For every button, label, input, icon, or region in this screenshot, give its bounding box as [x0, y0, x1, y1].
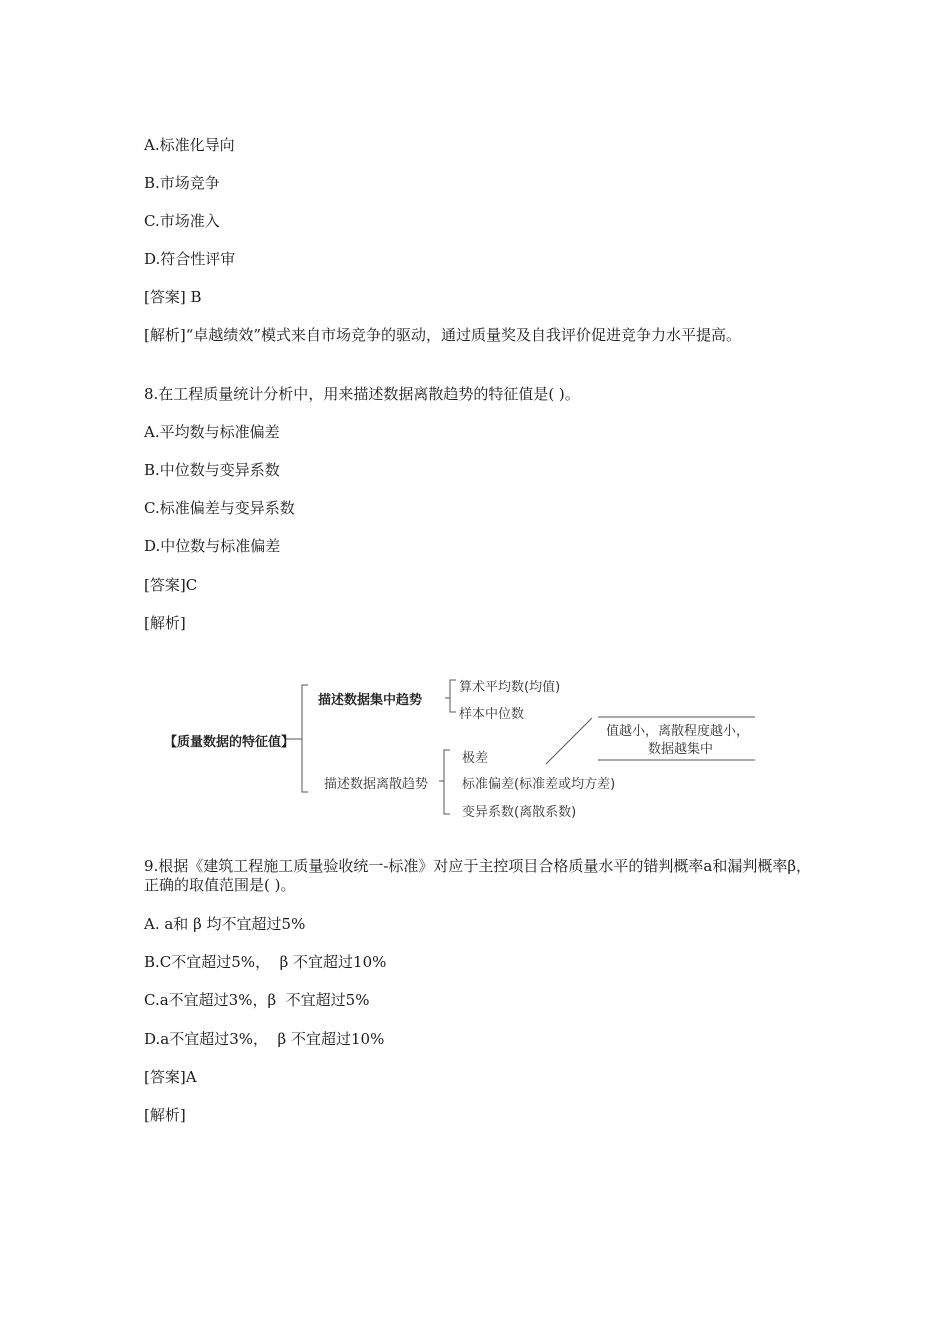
- q8-option-c: C.标准偏差与变异系数: [144, 499, 295, 517]
- q7-option-a: A.标准化导向: [144, 136, 235, 154]
- diagram-dispersion-item-3: 变异系数(离散系数): [462, 805, 577, 820]
- q9-option-c: C.a不宜超过3%，β 不宜超过5%: [144, 991, 370, 1009]
- diagram-dispersion: 描述数据离散趋势: [324, 777, 429, 792]
- diagram-central-item-1: 算术平均数(均值): [459, 680, 561, 695]
- q7-option-d: D.符合性评审: [144, 250, 236, 268]
- q7-option-b: B.市场竞争: [144, 174, 220, 192]
- diagram-dispersion-item-1: 极差: [462, 751, 489, 766]
- diagram-central: 描述数据集中趋势: [318, 693, 423, 708]
- q9-option-b: B.C不宜超过5%， β 不宜超过10%: [144, 953, 387, 971]
- q7-option-c: C.市场准入: [144, 212, 220, 230]
- q8-option-a: A.平均数与标准偏差: [144, 423, 280, 441]
- q8-option-b: B.中位数与变异系数: [144, 461, 280, 479]
- characteristic-diagram: [160, 668, 780, 828]
- diagram-central-item-2: 样本中位数: [459, 707, 525, 722]
- q7-answer: [答案] B: [144, 288, 202, 306]
- diagram-note-line-2: 数据越集中: [648, 742, 714, 757]
- diagram-note-line-1: 值越小，离散程度越小，: [606, 724, 750, 739]
- q9-question: 9.根据《建筑工程施工质量验收统一-标准》对应于主控项目合格质量水平的错判概率a和漏判概率β，正确的取值范围是( )。: [144, 857, 811, 894]
- q8-analysis: [解析]: [144, 614, 186, 632]
- diagram-dispersion-item-2: 标准偏差(标准差或均方差): [462, 777, 616, 792]
- q8-question: 8.在工程质量统计分析中，用来描述数据离散趋势的特征值是( )。: [144, 385, 580, 403]
- q8-answer: [答案]C: [144, 576, 198, 594]
- dispersion-brace: [439, 750, 450, 814]
- q9-option-d: D.a不宜超过3%， β 不宜超过10%: [144, 1030, 385, 1048]
- q9-analysis: [解析]: [144, 1106, 186, 1124]
- diagram-root: 【质量数据的特征值】: [164, 735, 295, 750]
- pointer-line: [546, 718, 592, 764]
- central-brace: [445, 680, 456, 712]
- q7-analysis: [解析]“卓越绩效”模式来自市场竞争的驱动，通过质量奖及自我评价促进竞争力水平提高。: [144, 326, 742, 344]
- q9-answer: [答案]A: [144, 1068, 197, 1086]
- q9-option-a: A. a和 β 均不宜超过5%: [144, 915, 306, 933]
- q8-option-d: D.中位数与标准偏差: [144, 537, 281, 555]
